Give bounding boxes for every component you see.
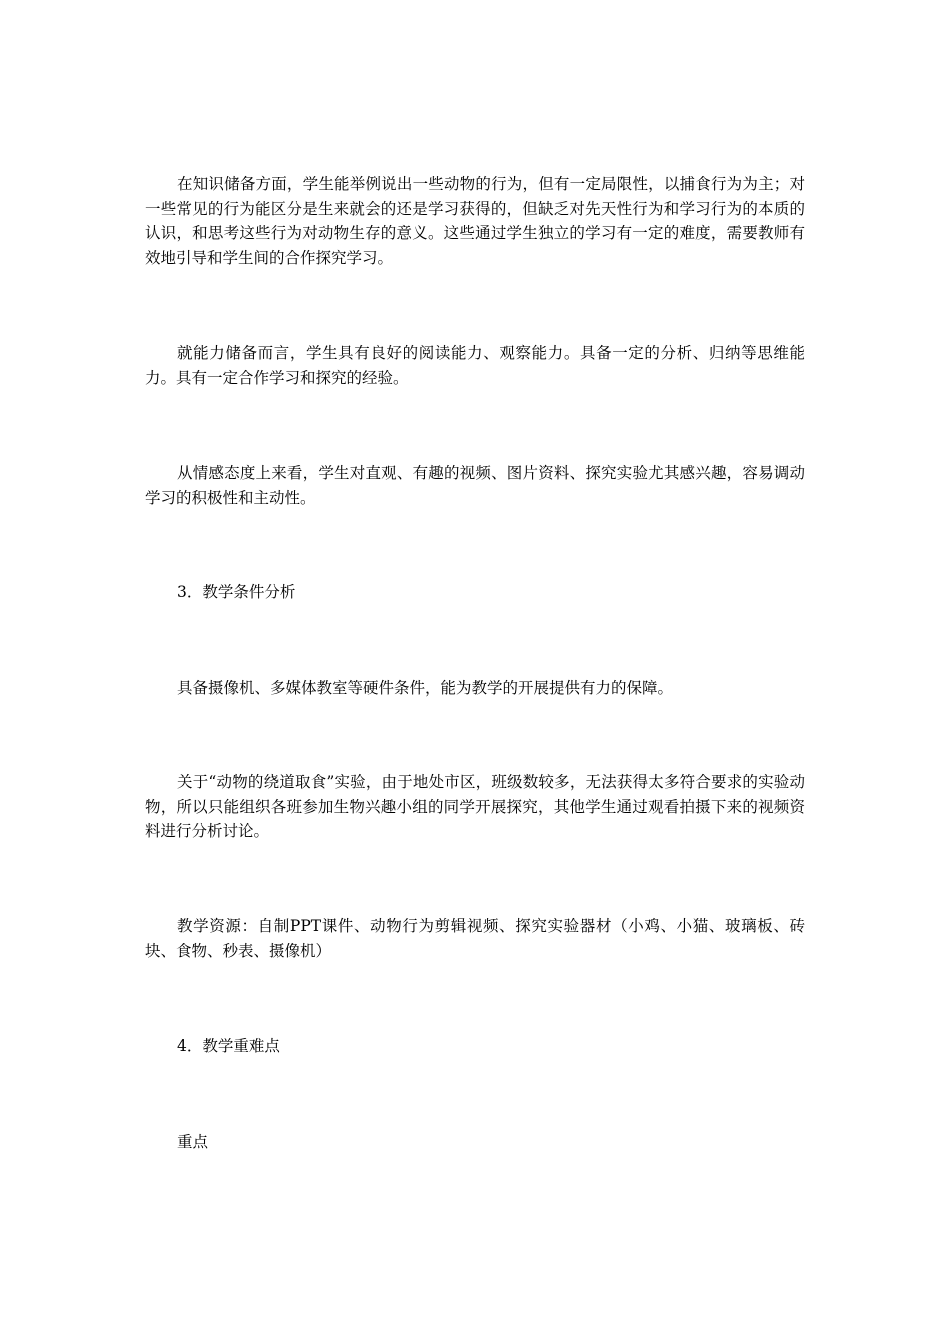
heading-teaching-conditions: 3．教学条件分析 [177, 583, 296, 601]
heading-focus: 重点 [177, 1133, 209, 1151]
paragraph-hardware: 具备摄像机、多媒体教室等硬件条件，能为教学的开展提供有力的保障。 [177, 679, 674, 697]
paragraph-knowledge: 在知识储备方面，学生能举例说出一些动物的行为，但有一定局限性，以捕食行为为主；对一些常见的行为能区分是生来就会的还是学习获得的，但缺乏对先天性行为和学习行为的本质的认识，和思考这些行为对动物生存的意义。这些通过学生独立的学习有一定的难度，需要教师有效地引导和学生间的合作探究学习。 [145, 175, 805, 267]
paragraph-emotion: 从情感态度上来看，学生对直观、有趣的视频、图片资料、探究实验尤其感兴趣，容易调动学习的积极性和主动性。 [145, 464, 805, 507]
paragraph-ability: 就能力储备而言，学生具有良好的阅读能力、观察能力。具备一定的分析、归纳等思维能力。具有一定合作学习和探究的经验。 [145, 344, 805, 387]
heading-key-difficulties: 4．教学重难点 [177, 1037, 280, 1055]
paragraph-resources: 教学资源：自制PPT课件、动物行为剪辑视频、探究实验器材（小鸡、小猫、玻璃板、砖块、食物、秒表、摄像机） [145, 917, 805, 960]
paragraph-experiment: 关于“动物的绕道取食”实验，由于地处市区，班级数较多，无法获得太多符合要求的实验动物，所以只能组织各班参加生物兴趣小组的同学开展探究，其他学生通过观看拍摄下来的视频资料进行分析讨论。 [145, 773, 805, 840]
